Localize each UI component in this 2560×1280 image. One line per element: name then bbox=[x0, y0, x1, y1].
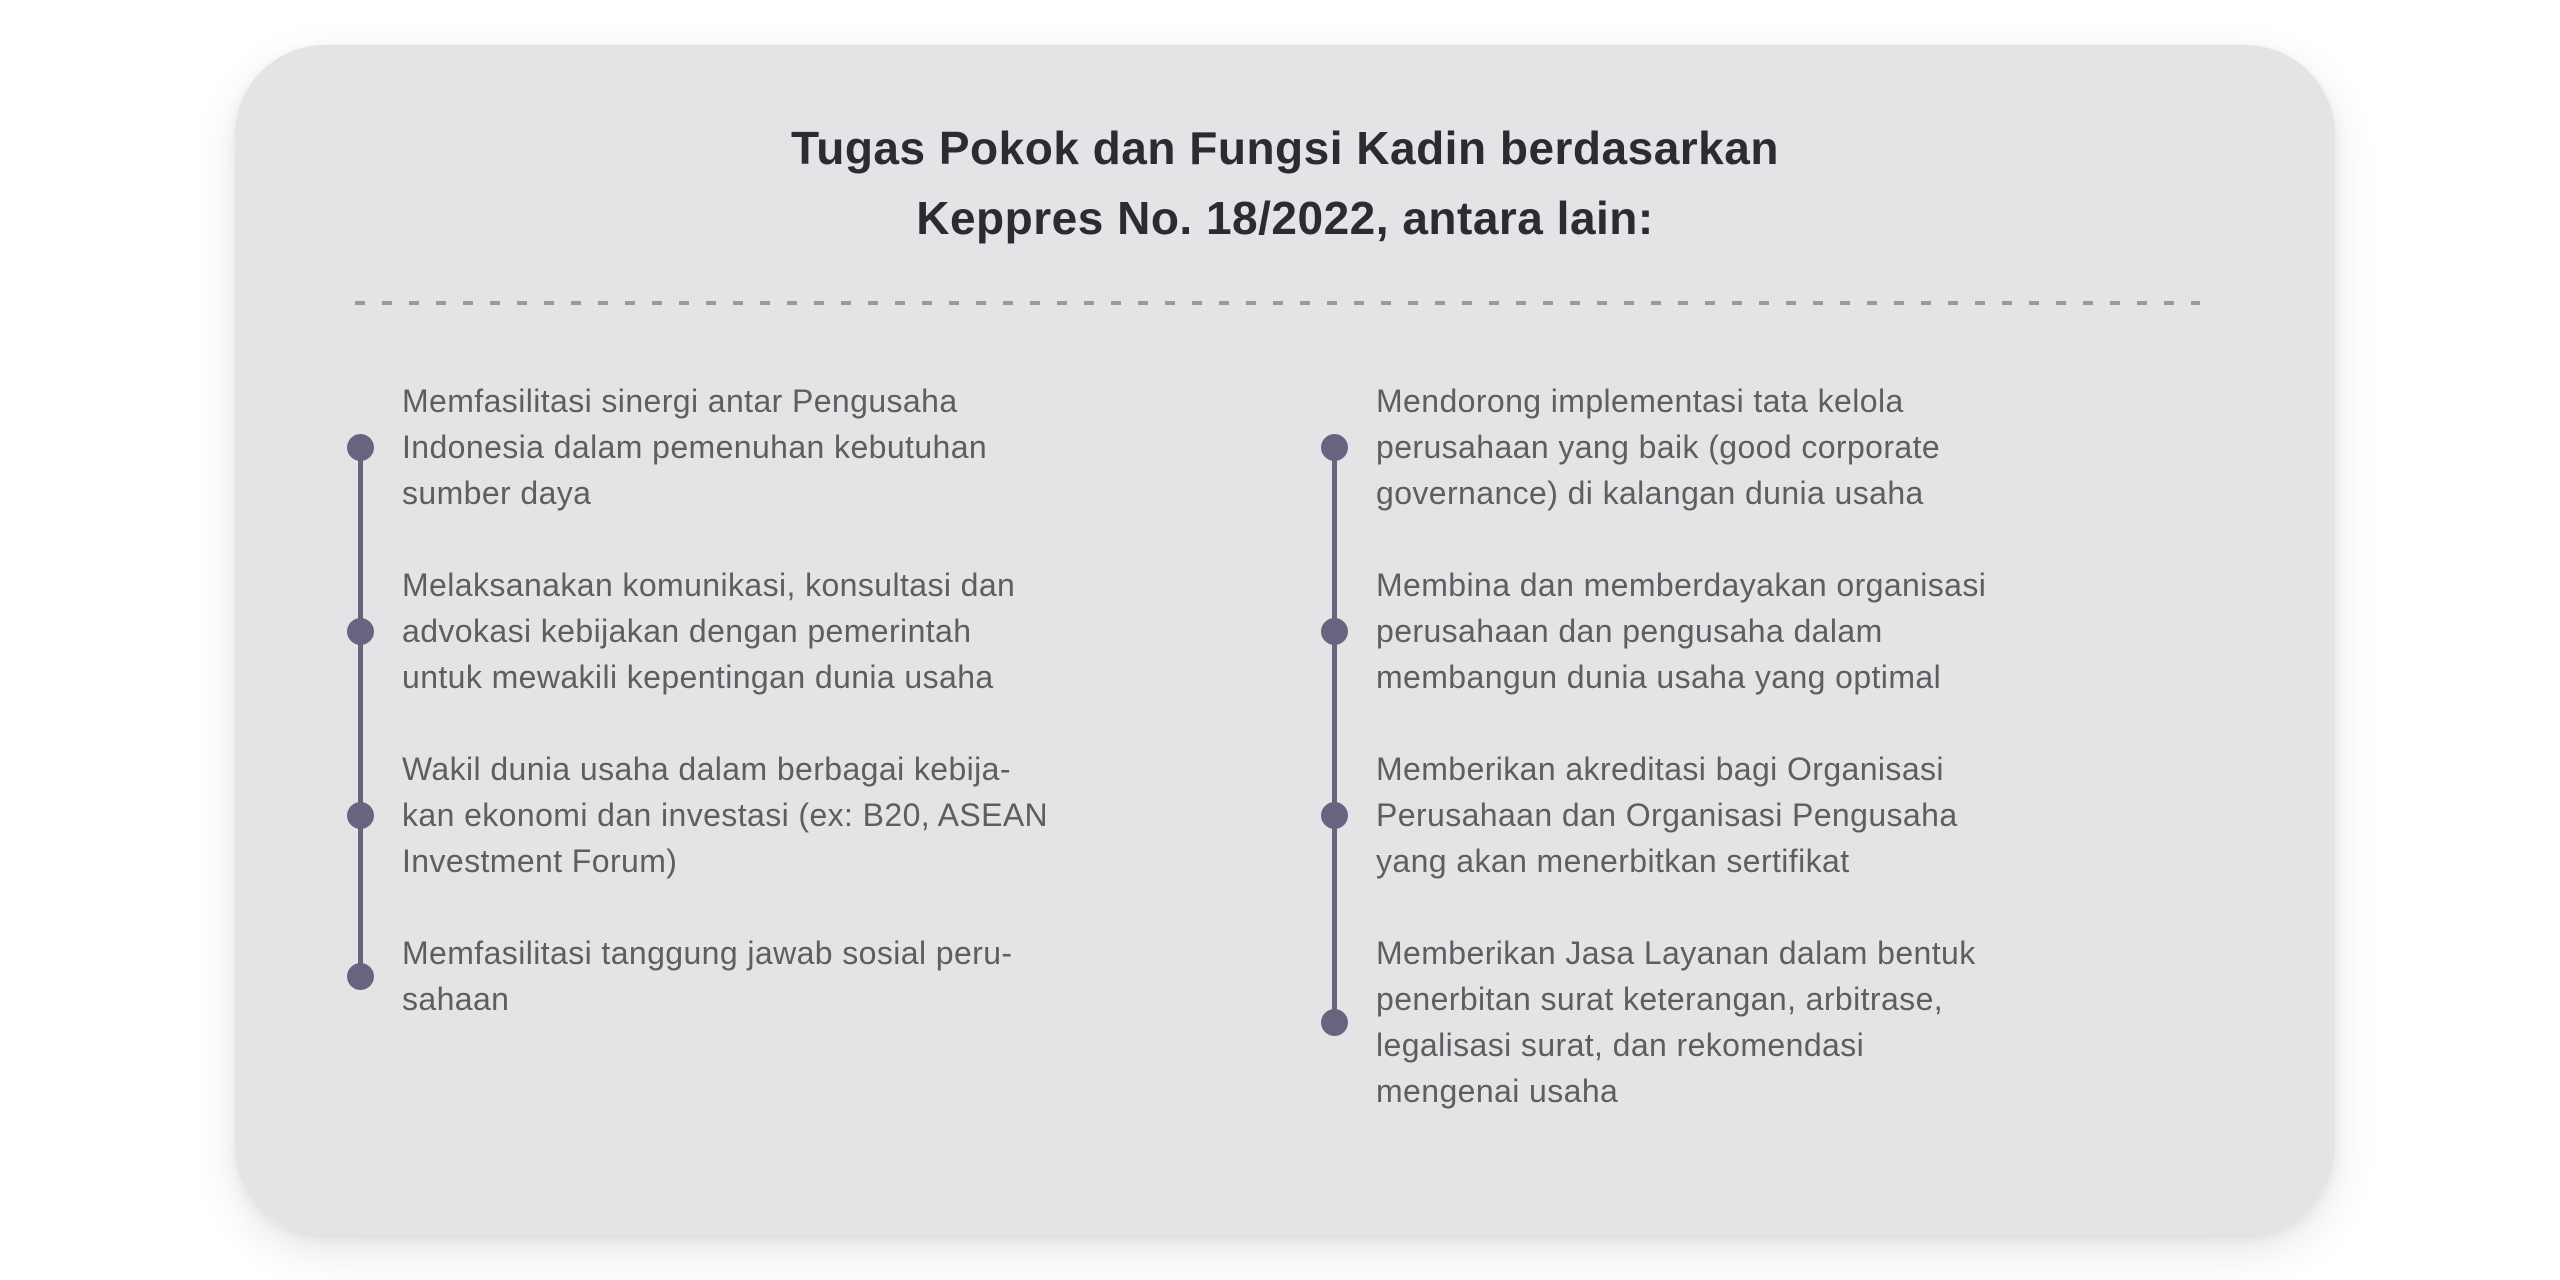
task-item bbox=[1321, 930, 2251, 1114]
task-text: Melaksanakan komunikasi, konsultasi dan advokasi kebijakan dengan pemerintah untuk mewakili kepentingan dunia usaha bbox=[402, 567, 1016, 695]
bullet-dot bbox=[1321, 802, 1348, 829]
tasks-columns bbox=[235, 378, 2335, 1114]
task-text: Memfasilitasi sinergi antar Pengusaha Indonesia dalam pemenuhan kebutuhan sumber daya bbox=[402, 383, 988, 511]
task-item bbox=[1321, 562, 2251, 700]
task-item bbox=[347, 746, 1227, 884]
task-item bbox=[1321, 746, 2251, 884]
bullet-dot bbox=[1321, 434, 1348, 461]
kadin-infographic-card bbox=[235, 45, 2335, 1235]
bullet-dot bbox=[347, 802, 374, 829]
task-text: Memberikan akreditasi bagi Organisasi Perusahaan dan Organisasi Pengusaha yang akan menerbitkan sertifikat bbox=[1376, 751, 1958, 879]
task-text: Memberikan Jasa Layanan dalam bentuk penerbitan surat keterangan, arbitrase, legalisasi surat, dan rekomendasi mengenai usaha bbox=[1376, 935, 1976, 1109]
page-title: Tugas Pokok dan Fungsi Kadin berdasarkan Keppres No. 18/2022, antara lain: bbox=[791, 122, 1779, 244]
task-item bbox=[347, 378, 1227, 516]
column-right bbox=[1321, 378, 2251, 1114]
task-item bbox=[347, 562, 1227, 700]
column-left bbox=[347, 378, 1227, 1114]
task-item bbox=[1321, 378, 2251, 516]
dashed-divider bbox=[355, 301, 2200, 305]
task-text: Mendorong implementasi tata kelola perusahaan yang baik (good corporate governance) di kalangan dunia usaha bbox=[1376, 383, 1941, 511]
bullet-dot bbox=[347, 434, 374, 461]
task-text: Membina dan memberdayakan organisasi perusahaan dan pengusaha dalam membangun dunia usaha yang optimal bbox=[1376, 567, 1987, 695]
bullet-dot bbox=[347, 963, 374, 990]
timeline-connector-line bbox=[1332, 447, 1337, 1022]
bullet-dot bbox=[1321, 618, 1348, 645]
task-text: Memfasilitasi tanggung jawab sosial peru- sahaan bbox=[402, 935, 1013, 1017]
task-item bbox=[347, 930, 1227, 1022]
timeline-connector-line bbox=[358, 447, 363, 976]
task-text: Wakil dunia usaha dalam berbagai kebija- kan ekonomi dan investasi (ex: B20, ASEAN Investment Forum) bbox=[402, 751, 1049, 879]
bullet-dot bbox=[1321, 1009, 1348, 1036]
bullet-dot bbox=[347, 618, 374, 645]
